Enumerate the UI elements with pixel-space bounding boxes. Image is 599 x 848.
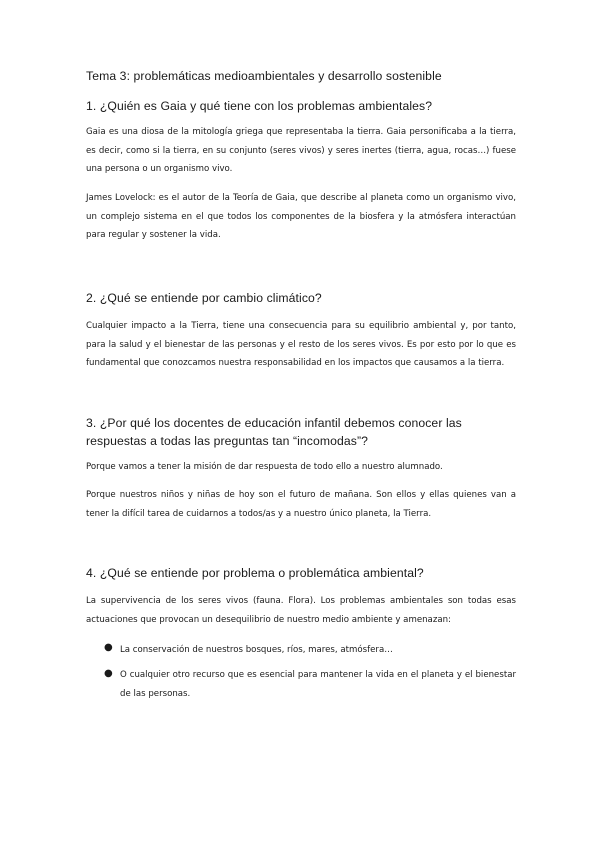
bullet-1-marker: ● — [104, 642, 113, 653]
section-2-paragraph-1: Cualquier impacto a la Tierra, tiene una consecuencia para su equilibrio ambiental y, por tanto, para la salud y el bienestar de las personas y el resto de los seres vivos. Es por esto por lo que es fundamental que conozcamos nuestra responsabilidad en los impactos que causamos a la tierra. — [86, 321, 516, 368]
section-1-paragraph-2: James Lovelock: es el autor de la Teoría de Gaia, que describe al planeta como un organismo vivo, un complejo sistema en el que todos los componentes de la biosfera y la atmósfera interactúan para regular y sostener la vida. — [86, 193, 516, 240]
section-3-paragraph-2: Porque nuestros niños y niñas de hoy son el futuro de mañana. Son ellos y ellas quienes van a tener la difícil tarea de cuidarnos a todos/as y a nuestro único planeta, la Tierra. — [86, 490, 516, 519]
bullet-2-marker: ● — [104, 668, 113, 679]
question-3-heading: 3. ¿Por qué los docentes de educación infantil debemos conocer las respuestas a todas las preguntas tan “incomodas”? — [86, 416, 462, 448]
section-1-paragraph-1: Gaia es una diosa de la mitología griega que representaba la tierra. Gaia personificaba a la tierra, es decir, como si la tierra, en su conjunto (seres vivos) y seres inertes (tierra, agua, rocas…) fuese una persona o un organismo vivo. — [86, 127, 516, 174]
section-4-paragraph-1: La supervivencia de los seres vivos (fauna. Flora). Los problemas ambientales son todas esas actuaciones que provocan un desequilibrio de nuestro medio ambiente y amenazan: — [86, 596, 516, 625]
section-3-paragraph-1: Porque vamos a tener la misión de dar respuesta de todo ello a nuestro alumnado. — [86, 462, 443, 472]
document-title: Tema 3: problemáticas medioambientales y desarrollo sostenible — [86, 69, 442, 83]
question-1-heading: 1. ¿Quién es Gaia y qué tiene con los problemas ambientales? — [86, 99, 433, 113]
bullet-2-text: O cualquier otro recurso que es esencial para mantener la vida en el planeta y el bienestar de las personas. — [120, 670, 516, 699]
bullet-1-text: La conservación de nuestros bosques, ríos, mares, atmósfera… — [120, 645, 393, 655]
question-4-heading: 4. ¿Qué se entiende por problema o problemática ambiental? — [86, 566, 424, 580]
question-2-heading: 2. ¿Qué se entiende por cambio climático? — [86, 291, 322, 305]
